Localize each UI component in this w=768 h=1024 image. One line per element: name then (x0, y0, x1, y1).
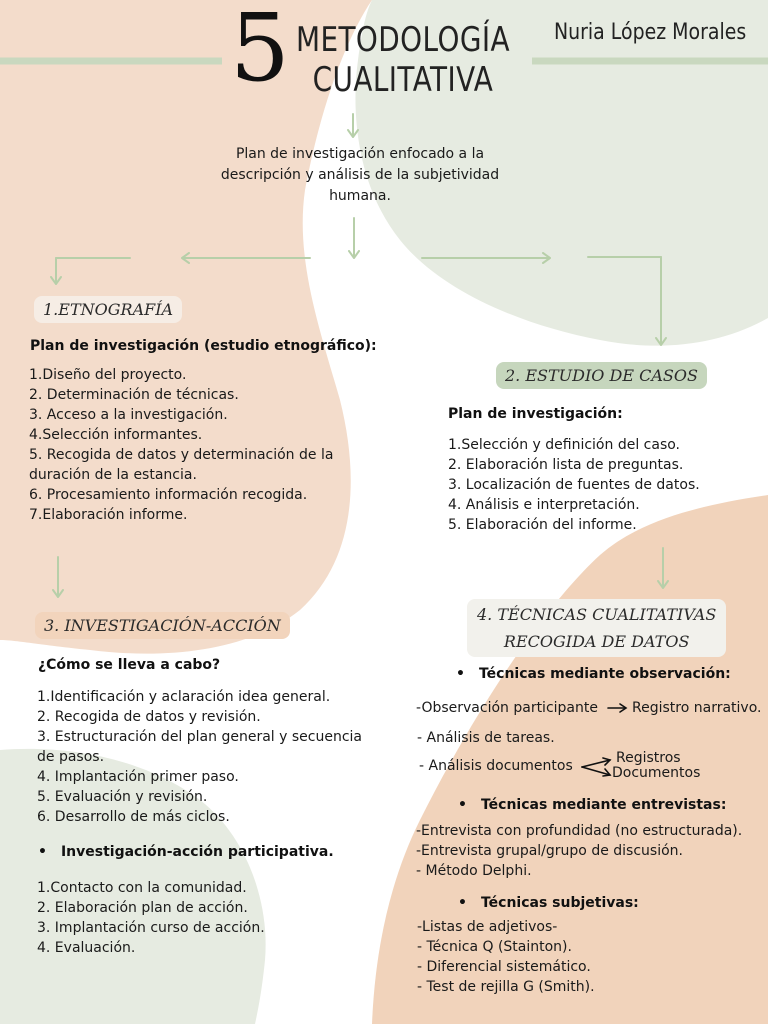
list-item: -Entrevista con profundidad (no estructurada). (416, 823, 743, 839)
subjetivas-items (417, 917, 717, 997)
section3-heading: ¿Cómo se lleva a cabo? (38, 657, 221, 673)
list-item: 4. Implantación primer paso. (37, 769, 239, 785)
list-item: -Listas de adjetivos- (417, 919, 558, 935)
list-item: - Método Delphi. (416, 863, 532, 879)
registro-narrativo: Registro narrativo. (632, 700, 762, 716)
observacion-participante: -Observación participante (416, 700, 598, 716)
list-item: - Diferencial sistemático. (417, 959, 591, 975)
list-item: 2. Determinación de técnicas. (29, 387, 239, 403)
list-item: 6. Procesamiento información recogida. (29, 487, 308, 503)
list-item: 1.Identificación y aclaración idea general. (37, 689, 331, 705)
list-item: 5. Evaluación y revisión. (37, 789, 208, 805)
list-item: 1.Selección y definición del caso. (448, 437, 681, 453)
list-item: 7.Elaboración informe. (29, 507, 188, 523)
list-item: 1.Contacto con la comunidad. (37, 880, 247, 896)
section4-label-line-2: RECOGIDA DE DATOS (503, 632, 690, 651)
section2-label: 2. ESTUDIO DE CASOS (496, 362, 707, 389)
list-item: 1.Diseño del proyecto. (29, 367, 187, 383)
list-item: - Test de rejilla G (Smith). (417, 979, 595, 995)
participativa-steps (37, 878, 337, 958)
section1-heading: Plan de investigación (estudio etnográfico): (30, 338, 377, 354)
intro-text: Plan de investigación enfocado a la descripción y análisis de la subjetividad humana. (220, 146, 500, 204)
list-item: 2. Elaboración plan de acción. (37, 900, 248, 916)
participativa-heading: • Investigación-acción participativa. (38, 844, 334, 860)
section1-steps (29, 365, 349, 525)
analisis-documentos: - Análisis documentos (419, 758, 573, 774)
list-item: 5. Elaboración del informe. (448, 517, 637, 533)
list-item: 6. Desarrollo de más ciclos. (37, 809, 230, 825)
list-item: -Entrevista grupal/grupo de discusión. (416, 843, 683, 859)
author-name: Nuria López Morales (554, 20, 747, 45)
section4-label-line-1: 4. TÉCNICAS CUALITATIVAS (477, 605, 717, 624)
subjetivas-heading: • Técnicas subjetivas: (458, 895, 639, 911)
registros-label: Registros (616, 750, 681, 766)
section2-steps (448, 435, 748, 535)
title-line-2: CUALITATIVA (312, 60, 494, 100)
list-item: 3. Localización de fuentes de datos. (448, 477, 700, 493)
list-item: 3. Acceso a la investigación. (29, 407, 228, 423)
list-item: 4. Análisis e interpretación. (448, 497, 640, 513)
observacion-heading: • Técnicas mediante observación: (456, 666, 731, 682)
list-item: 2. Elaboración lista de preguntas. (448, 457, 684, 473)
section4-label (467, 599, 726, 657)
list-item: 5. Recogida de datos y determinación de la duración de la estancia. (29, 447, 334, 483)
section3-steps (37, 687, 382, 827)
page-title (296, 20, 510, 100)
analisis-tareas: - Análisis de tareas. (417, 730, 555, 746)
section3-label: 3. INVESTIGACIÓN-ACCIÓN (35, 612, 290, 639)
list-item: 2. Recogida de datos y revisión. (37, 709, 261, 725)
list-item: 3. Implantación curso de acción. (37, 920, 265, 936)
entrevistas-heading: • Técnicas mediante entrevistas: (458, 797, 726, 813)
list-item: 4. Evaluación. (37, 940, 136, 956)
entrevistas-items (416, 821, 756, 881)
section2-heading: Plan de investigación: (448, 406, 623, 422)
section1-label: 1.ETNOGRAFÍA (34, 296, 182, 323)
list-item: - Técnica Q (Stainton). (417, 939, 572, 955)
title-line-1: METODOLOGÍA (296, 20, 510, 60)
methodology-number: 5 (230, 0, 290, 103)
list-item: 4.Selección informantes. (29, 427, 203, 443)
list-item: 3. Estructuración del plan general y secuencia de pasos. (37, 729, 362, 765)
documentos-label: Documentos (612, 765, 701, 781)
